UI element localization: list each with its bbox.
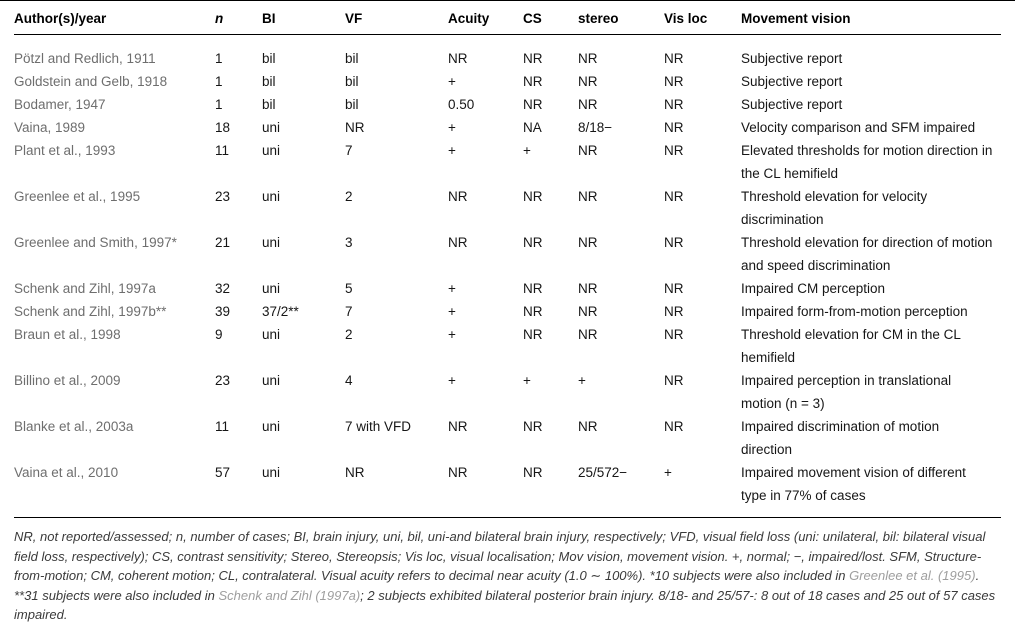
cell-cs: NR [523,97,543,112]
cell-acuity: NR [448,235,468,250]
footnote-text: NR, not reported/assessed; n, number of cases; BI, brain injury, uni, bil, uni-and bilateral brain injury, respectively; VFD, visual field loss (uni: unilateral, bil: bilateral visual field loss, respectively); CS, contrast sensitivity; Stereo, Stereopsis; Vis loc, visual localisation; Mov vision, movement vision. +, normal; −, impaired/lost. SFM, Structure-from-motion; CM, coherent motion; CL, contralateral. Visual acuity refers to decimal near acuity (1.0 ∼ 100%). *10 subjects were also included in [14,529,986,583]
table-row [14,47,1001,70]
cell-n: 23 [215,189,231,204]
cell-cs: NA [523,120,542,135]
cell-author: Billino et al., 2009 [14,373,121,388]
table-footnotes [14,518,1001,625]
cell-stereo: 25/572− [578,465,628,480]
cell-vf: bil [345,74,359,89]
cell-vf: 4 [345,373,353,388]
table-row [14,277,1001,300]
cell-movement: Threshold elevation for CM in the CL hemifield [741,327,961,365]
cell-visloc: NR [664,97,684,112]
cell-n: 32 [215,281,231,296]
cell-cs: NR [523,419,543,434]
cell-author: Vaina et al., 2010 [14,465,119,480]
cell-acuity: + [448,373,456,388]
column-header-acuity: Acuity [448,11,490,26]
cell-n: 57 [215,465,231,480]
column-header-stereo: stereo [578,11,619,26]
cell-bi: uni [262,419,281,434]
table-row [14,415,1001,461]
table-row [14,70,1001,93]
cell-acuity: + [448,74,456,89]
cell-acuity: NR [448,419,468,434]
cell-visloc: NR [664,419,684,434]
cell-vf: 2 [345,189,353,204]
cell-stereo: NR [578,281,598,296]
cell-acuity: + [448,143,456,158]
cell-stereo: 8/18− [578,120,613,135]
cell-vf: 7 with VFD [345,419,412,434]
cell-author: Plant et al., 1993 [14,143,116,158]
cell-author: Vaina, 1989 [14,120,86,135]
cell-author: Blanke et al., 2003a [14,419,134,434]
cell-author: Bodamer, 1947 [14,97,106,112]
cell-bi: uni [262,143,281,158]
cell-visloc: NR [664,327,684,342]
cell-bi: uni [262,120,281,135]
table-row [14,93,1001,116]
cell-bi: uni [262,373,281,388]
cell-bi: uni [262,281,281,296]
footnote-text: . **31 subjects were also included in [14,568,980,603]
cell-n: 23 [215,373,231,388]
cell-acuity: + [448,120,456,135]
footnote-text: ; 2 subjects exhibited bilateral posterior brain injury. 8/18- and 25/57-: 8 out of 18 cases and 25 out of 57 cases impaired. [14,587,996,622]
cell-author: Goldstein and Gelb, 1918 [14,74,168,89]
cell-n: 1 [215,97,223,112]
cell-movement: Threshold elevation for velocity discrimination [741,189,928,227]
cell-author: Schenk and Zihl, 1997a [14,281,156,296]
cell-n: 21 [215,235,231,250]
column-header-visloc: Vis loc [664,11,708,26]
column-header-cs: CS [523,11,542,26]
cell-stereo: NR [578,143,598,158]
cell-cs: NR [523,235,543,250]
cell-acuity: NR [448,189,468,204]
cell-visloc: + [664,465,672,480]
cell-vf: NR [345,120,365,135]
cell-movement: Subjective report [741,97,843,112]
cell-visloc: NR [664,281,684,296]
table-header-row [14,1,1001,35]
cell-cs: + [523,373,531,388]
cell-author: Greenlee et al., 1995 [14,189,141,204]
column-header-vf: VF [345,11,363,26]
cell-cs: NR [523,281,543,296]
cell-bi: 37/2** [262,304,299,319]
cell-author: Greenlee and Smith, 1997* [14,235,177,250]
table-row [14,323,1001,369]
cell-vf: 2 [345,327,353,342]
cell-cs: + [523,143,531,158]
cell-n: 1 [215,51,223,66]
cell-author: Braun et al., 1998 [14,327,121,342]
cell-movement: Impaired CM perception [741,281,886,296]
cell-acuity: 0.50 [448,97,475,112]
table-body [14,35,1001,518]
cell-stereo: NR [578,327,598,342]
cell-bi: uni [262,189,281,204]
cell-cs: NR [523,304,543,319]
cell-vf: 7 [345,304,353,319]
cell-acuity: + [448,281,456,296]
column-header-n: n [215,11,224,26]
cell-vf: NR [345,465,365,480]
column-header-movement: Movement vision [741,11,851,26]
cell-stereo: + [578,373,586,388]
cell-vf: 5 [345,281,353,296]
table-row [14,116,1001,139]
cell-n: 11 [215,143,230,158]
table-row [14,185,1001,231]
column-header-bi: BI [262,11,276,26]
cell-visloc: NR [664,51,684,66]
cell-cs: NR [523,51,543,66]
cell-acuity: + [448,304,456,319]
cell-vf: 7 [345,143,353,158]
cell-movement: Velocity comparison and SFM impaired [741,120,976,135]
cell-vf: 3 [345,235,353,250]
cell-movement: Impaired form-from-motion perception [741,304,968,319]
table-row [14,300,1001,323]
cell-author: Pötzl and Redlich, 1911 [14,51,156,66]
table-row [14,461,1001,507]
cell-vf: bil [345,97,359,112]
cell-acuity: + [448,327,456,342]
cell-visloc: NR [664,189,684,204]
cell-movement: Impaired discrimination of motion direction [741,419,940,457]
table-row [14,139,1001,185]
cell-movement: Subjective report [741,74,843,89]
citation-link[interactable]: Greenlee et al. (1995) [849,568,976,583]
cell-visloc: NR [664,143,684,158]
cell-stereo: NR [578,189,598,204]
cell-bi: uni [262,235,281,250]
cell-visloc: NR [664,235,684,250]
cell-visloc: NR [664,120,684,135]
cell-vf: bil [345,51,359,66]
cell-cs: NR [523,189,543,204]
column-header-author: Author(s)/year [14,11,107,26]
cell-visloc: NR [664,74,684,89]
citation-link[interactable]: Schenk and Zihl (1997a) [218,587,361,603]
cell-acuity: NR [448,51,468,66]
cell-n: 1 [215,74,223,89]
cell-movement: Elevated thresholds for motion direction in the CL hemifield [741,143,993,181]
cell-movement: Impaired movement vision of different type in 77% of cases [741,465,966,503]
cell-stereo: NR [578,97,598,112]
cell-stereo: NR [578,51,598,66]
cell-stereo: NR [578,235,598,250]
cell-bi: bil [262,74,276,89]
cell-movement: Threshold elevation for direction of motion and speed discrimination [741,235,993,273]
cell-n: 11 [215,419,230,434]
cell-bi: bil [262,51,276,66]
cell-cs: NR [523,327,543,342]
cell-cs: NR [523,74,543,89]
cell-visloc: NR [664,304,684,319]
cell-bi: uni [262,327,281,342]
cell-n: 18 [215,120,231,135]
cell-movement: Subjective report [741,51,843,66]
cell-acuity: NR [448,465,468,480]
cell-stereo: NR [578,74,598,89]
cell-author: Schenk and Zihl, 1997b** [14,304,167,319]
cell-n: 9 [215,327,223,342]
cell-bi: uni [262,465,281,480]
cell-visloc: NR [664,373,684,388]
cell-cs: NR [523,465,543,480]
cell-bi: bil [262,97,276,112]
table-row [14,231,1001,277]
cell-stereo: NR [578,304,598,319]
table-row [14,369,1001,415]
cell-stereo: NR [578,419,598,434]
cell-n: 39 [215,304,231,319]
cell-movement: Impaired perception in translational motion (n = 3) [741,373,952,411]
